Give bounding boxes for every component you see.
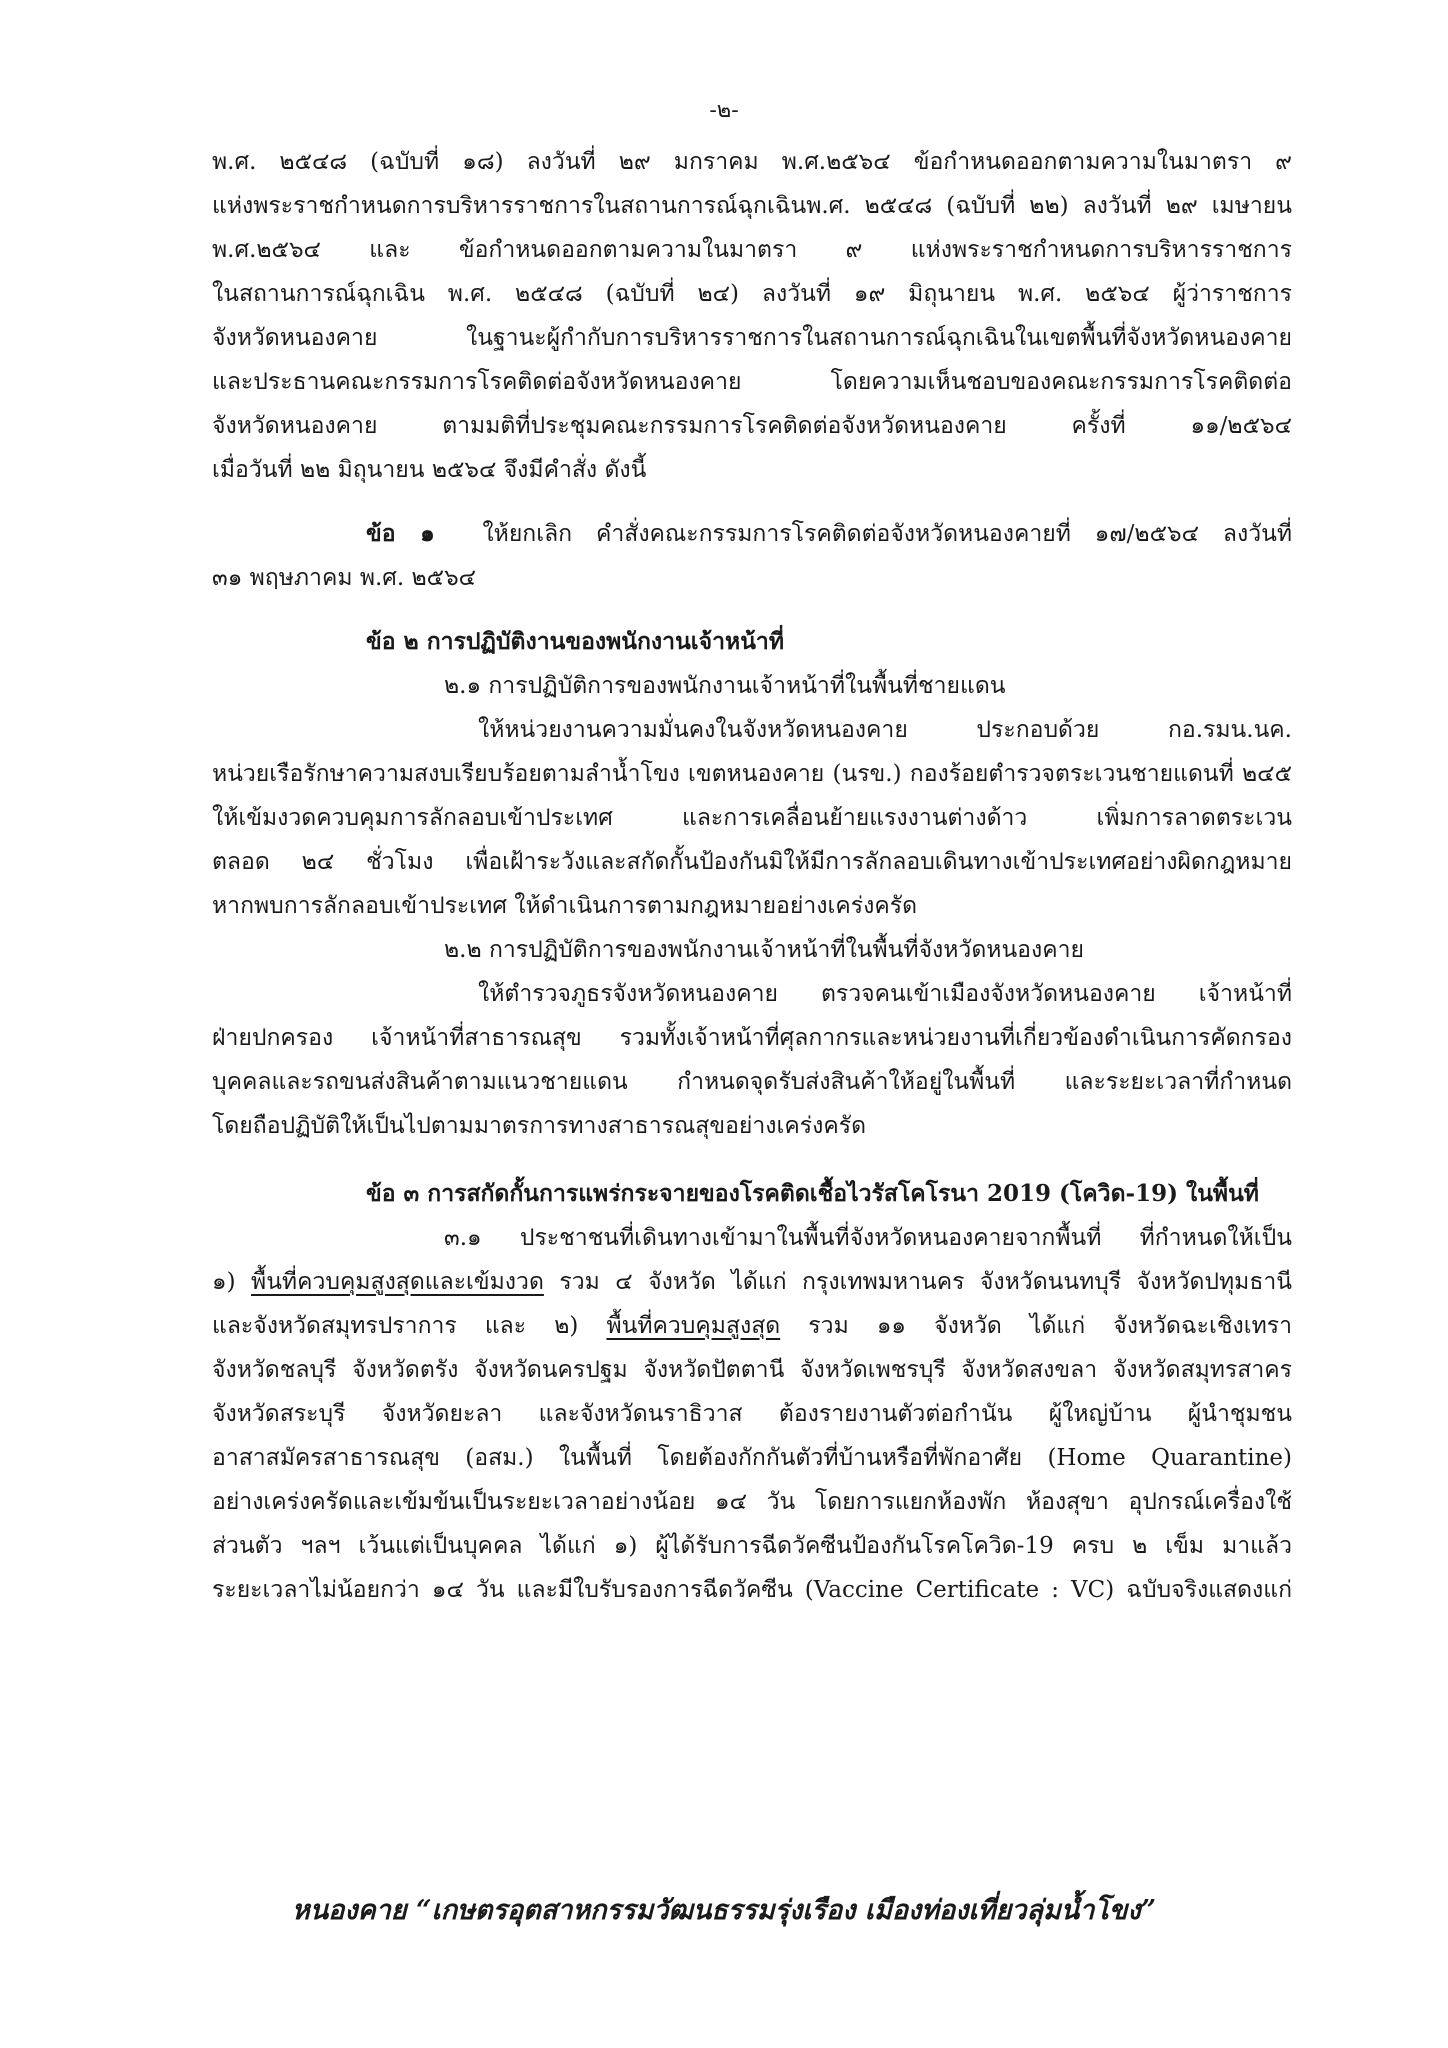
item-3-heading: ข้อ ๓ การสกัดกั้นการแพร่กระจายของโรคติดเชื้อไวรัสโคโรนา 2019 (โควิด-19) ในพื้นที่ [366, 1180, 1259, 1207]
max-control-zone: พื้นที่ควบคุมสูงสุด [606, 1313, 781, 1339]
item-2-heading: ข้อ ๒ การปฏิบัติงานของพนักงานเจ้าหน้าที่ [366, 628, 785, 655]
item-2-2-line: โดยถือปฏิบัติให้เป็นไปตามมาตรการทางสาธารณสุขอย่างเคร่งครัด [212, 1113, 867, 1139]
preamble-line: พ.ศ. ๒๕๔๘ (ฉบับที่ ๑๘) ลงวันที่ ๒๙ มกราคม พ.ศ.๒๕๖๔ ข้อกำหนดออกตามความในมาตรา ๙ [212, 149, 1292, 175]
item-1-line-2: ๓๑ พฤษภาคม พ.ศ. ๒๕๖๔ [212, 565, 477, 591]
item-2-1-line: หน่วยเรือรักษาความสงบเรียบร้อยตามลำน้ำโขง เขตหนองคาย (นรข.) กองร้อยตำรวจตระเวนชายแดนที่ ๒๔๕ [212, 761, 1292, 787]
item-3-text: รวม ๔ จังหวัด ได้แก่ กรุงเทพมหานคร จังหวัดนนทบุรี จังหวัดปทุมธานี [543, 1269, 1292, 1295]
item-3-text: รวม ๑๑ จังหวัด ได้แก่ จังหวัดฉะเชิงเทรา [780, 1313, 1292, 1339]
item-2-2-line: บุคคลและรถขนส่งสินค้าตามแนวชายแดน กำหนดจุดรับส่งสินค้าให้อยู่ในพื้นที่ และระยะเวลาที่กำหนด [212, 1069, 1292, 1095]
item-1-label: ข้อ ๑ [366, 520, 435, 547]
strict-control-zone: พื้นที่ควบคุมสูงสุดและเข้มงวด [251, 1269, 544, 1295]
item-1-line-1 [212, 512, 1292, 556]
item-3-text: ๑) [212, 1269, 252, 1295]
item-3-1-line: จังหวัดชลบุรี จังหวัดตรัง จังหวัดนครปฐม จังหวัดปัตตานี จังหวัดเพชรบุรี จังหวัดสงขลา จังหวัดสมุทรสาคร [212, 1357, 1292, 1383]
item-3-1-line: อย่างเคร่งครัดและเข้มข้นเป็นระยะเวลาอย่างน้อย ๑๔ วัน โดยการแยกห้องพัก ห้องสุขา อุปกรณ์เครื่องใช้ [212, 1489, 1292, 1515]
preamble-line: จังหวัดหนองคาย ตามมติที่ประชุมคณะกรรมการโรคติดต่อจังหวัดหนองคาย ครั้งที่ ๑๑/๒๕๖๔ [212, 413, 1292, 439]
item-3-1-line: อาสาสมัครสาธารณสุข (อสม.) ในพื้นที่ โดยต้องกักกันตัวที่บ้านหรือที่พักอาศัย (Home Quarantine) [212, 1445, 1292, 1471]
preamble-line: พ.ศ.๒๕๖๔ และ ข้อกำหนดออกตามความในมาตรา ๙ แห่งพระราชกำหนดการบริหารราชการ [212, 237, 1292, 263]
item-2-1-line: ตลอด ๒๔ ชั่วโมง เพื่อเฝ้าระวังและสกัดกั้นป้องกันมิให้มีการลักลอบเดินทางเข้าประเทศอย่างผิดกฎหมาย [212, 849, 1292, 875]
item-2-2-line: ฝ่ายปกครอง เจ้าหน้าที่สาธารณสุข รวมทั้งเจ้าหน้าที่ศุลกากรและหน่วยงานที่เกี่ยวข้องดำเนินการคัดกรอง [212, 1025, 1292, 1051]
preamble-line: และประธานคณะกรรมการโรคติดต่อจังหวัดหนองคาย โดยความเห็นชอบของคณะกรรมการโรคติดต่อ [212, 369, 1292, 395]
preamble-line: แห่งพระราชกำหนดการบริหารราชการในสถานการณ์ฉุกเฉินพ.ศ. ๒๕๔๘ (ฉบับที่ ๒๒) ลงวันที่ ๒๙ เมษายน [212, 193, 1292, 219]
item-1-text: ให้ยกเลิก คำสั่งคณะกรรมการโรคติดต่อจังหวัดหนองคายที่ ๑๗/๒๕๖๔ ลงวันที่ [482, 521, 1292, 547]
item-3-text: และจังหวัดสมุทรปราการ และ ๒) [212, 1313, 607, 1339]
item-3-1-line [212, 1304, 1292, 1348]
item-2-1-line: หากพบการลักลอบเข้าประเทศ ให้ดำเนินการตามกฎหมายอย่างเคร่งครัด [212, 893, 918, 919]
item-2 [212, 620, 1292, 1148]
item-3 [212, 1172, 1292, 1612]
preamble-paragraph [212, 140, 1292, 492]
preamble-line: ในสถานการณ์ฉุกเฉิน พ.ศ. ๒๕๔๘ (ฉบับที่ ๒๔) ลงวันที่ ๑๙ มิถุนายน พ.ศ. ๒๕๖๔ ผู้ว่าราชการ [212, 281, 1292, 307]
item-2-2-line: ให้ตำรวจภูธรจังหวัดหนองคาย ตรวจคนเข้าเมืองจังหวัดหนองคาย เจ้าหน้าที่ [478, 981, 1292, 1007]
item-3-1-line: ระยะเวลาไม่น้อยกว่า ๑๔ วัน และมีใบรับรองการฉีดวัคซีน (Vaccine Certificate : VC) ฉบับจริงแสดงแก่ [212, 1577, 1292, 1603]
preamble-line: เมื่อวันที่ ๒๒ มิถุนายน ๒๕๖๔ จึงมีคำสั่ง ดังนี้ [212, 457, 647, 483]
provincial-slogan: หนองคาย “เกษตรอุตสาหกรรมวัฒนธรรมรุ่งเรือง เมืองท่องเที่ยวลุ่มน้ำโขง” [291, 1895, 1157, 1926]
item-2-1-line: ให้หน่วยงานความมั่นคงในจังหวัดหนองคาย ประกอบด้วย กอ.รมน.นค. [478, 717, 1292, 743]
item-1 [212, 512, 1292, 600]
item-3-1-line: ส่วนตัว ฯลฯ เว้นแต่เป็นบุคคล ได้แก่ ๑) ผู้ได้รับการฉีดวัคซีนป้องกันโรคโควิด-19 ครบ ๒ เข็ม มาแล้ว [212, 1533, 1292, 1559]
preamble-line: จังหวัดหนองคาย ในฐานะผู้กำกับการบริหารราชการในสถานการณ์ฉุกเฉินในเขตพื้นที่จังหวัดหนองคาย [212, 325, 1292, 351]
item-2-1-line: ให้เข้มงวดควบคุมการลักลอบเข้าประเทศ และการเคลื่อนย้ายแรงงานต่างด้าว เพิ่มการลาดตระเวน [212, 805, 1292, 831]
item-3-1-line: ๓.๑ ประชาชนที่เดินทางเข้ามาในพื้นที่จังหวัดหนองคายจากพื้นที่ ที่กำหนดให้เป็น [444, 1225, 1292, 1251]
item-2-1-title: ๒.๑ การปฏิบัติการของพนักงานเจ้าหน้าที่ในพื้นที่ชายแดน [444, 673, 1006, 699]
item-2-2-title: ๒.๒ การปฏิบัติการของพนักงานเจ้าหน้าที่ในพื้นที่จังหวัดหนองคาย [444, 937, 1084, 963]
document-body [212, 140, 1292, 1612]
page-number: -๒- [709, 98, 739, 123]
item-3-1-line: จังหวัดสระบุรี จังหวัดยะลา และจังหวัดนราธิวาส ต้องรายงานตัวต่อกำนัน ผู้ใหญ่บ้าน ผู้นำชุมชน [212, 1401, 1292, 1427]
item-3-1-line [212, 1260, 1292, 1304]
